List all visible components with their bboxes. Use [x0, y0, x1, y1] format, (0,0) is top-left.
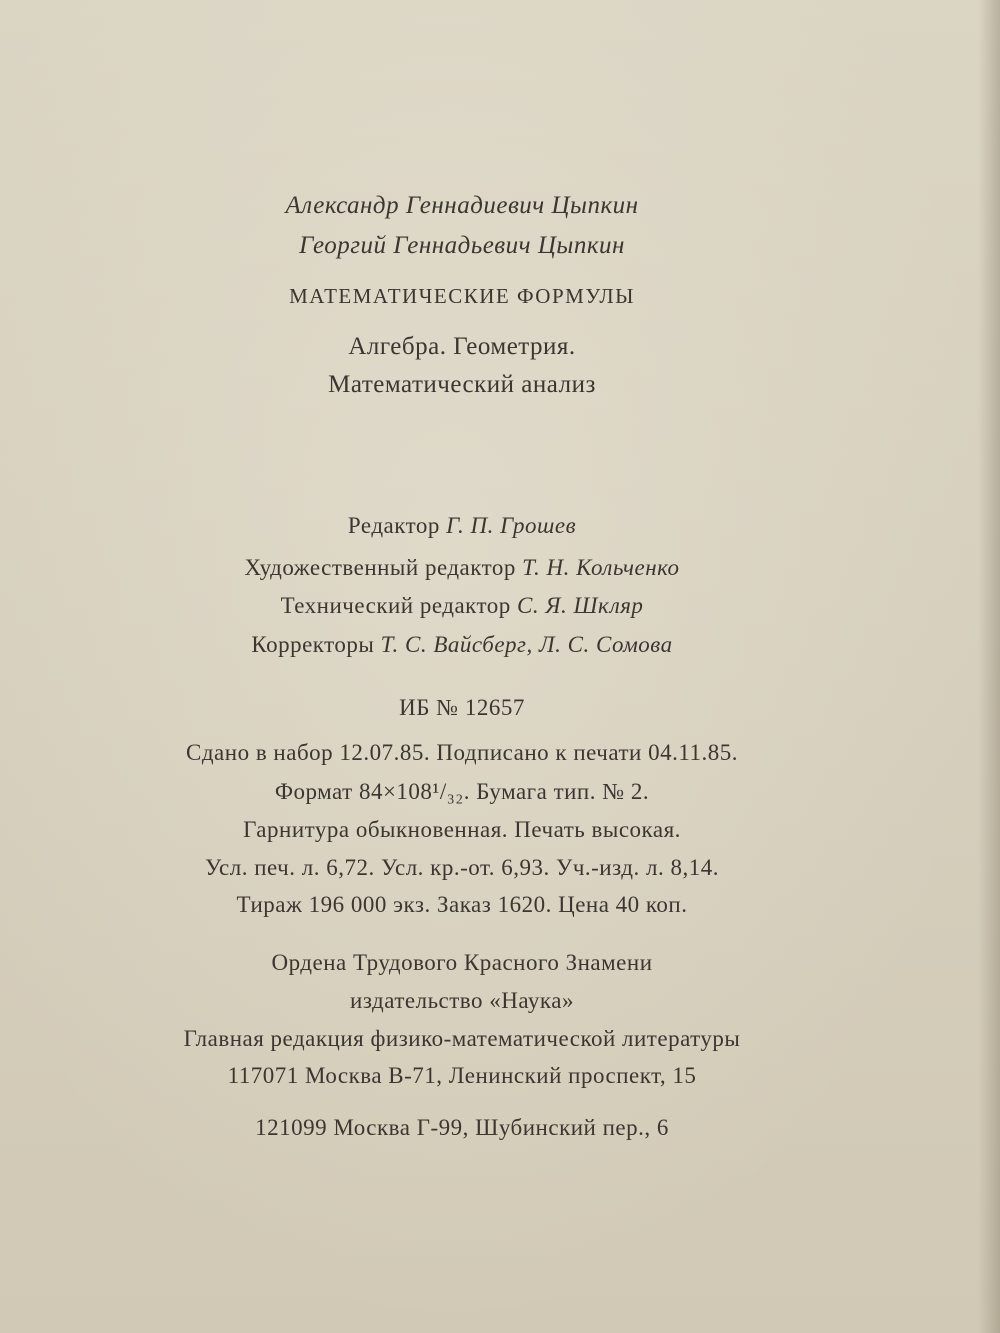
page-edge-shadow: [978, 0, 1000, 1333]
credit-role: Технический редактор: [280, 593, 511, 618]
credit-name: С. Я. Шкляр: [517, 593, 644, 618]
credit-role: Корректоры: [251, 632, 375, 657]
subtitle-line-2: Математический анализ: [328, 371, 596, 398]
credit-art-editor: [0, 555, 962, 581]
credit-proofreaders: [0, 632, 962, 658]
credit-name: Г. П. Грошев: [446, 513, 577, 538]
credit-editor: [0, 513, 962, 539]
printer-address: 121099 Москва Г-99, Шубинский пер., 6: [255, 1115, 669, 1140]
subtitle-line-1: Алгебра. Геометрия.: [348, 333, 576, 360]
printing-detail-5: Тираж 196 000 экз. Заказ 1620. Цена 40 коп.: [236, 892, 688, 917]
printing-detail-3: Гарнитура обыкновенная. Печать высокая.: [243, 817, 681, 842]
printing-detail-2: Формат 84×108¹/₃₂. Бумага тип. № 2.: [274, 779, 650, 804]
credit-tech-editor: [0, 593, 962, 619]
credit-name: Т. С. Вайсберг, Л. С. Сомова: [380, 632, 673, 657]
credit-role: Редактор: [347, 513, 440, 538]
ib-number: ИБ № 12657: [399, 695, 525, 720]
book-title: МАТЕМАТИЧЕСКИЕ ФОРМУЛЫ: [289, 284, 635, 308]
author-2: Георгий Геннадьевич Цыпкин: [299, 232, 625, 259]
publisher-address: 117071 Москва В-71, Ленинский проспект, 15: [227, 1063, 697, 1088]
credit-name: Т. Н. Кольченко: [522, 555, 680, 580]
publisher-line-2: издательство «Наука»: [350, 988, 574, 1013]
publisher-line-3: Главная редакция физико-математической литературы: [183, 1026, 741, 1051]
printing-detail-1: Сдано в набор 12.07.85. Подписано к печати 04.11.85.: [186, 740, 738, 765]
publisher-line-1: Ордена Трудового Красного Знамени: [271, 950, 653, 975]
credit-role: Художественный редактор: [244, 555, 516, 580]
author-1: Александр Геннадиевич Цыпкин: [285, 192, 639, 219]
printing-detail-4: Усл. печ. л. 6,72. Усл. кр.-от. 6,93. Уч.-изд. л. 8,14.: [205, 855, 719, 880]
